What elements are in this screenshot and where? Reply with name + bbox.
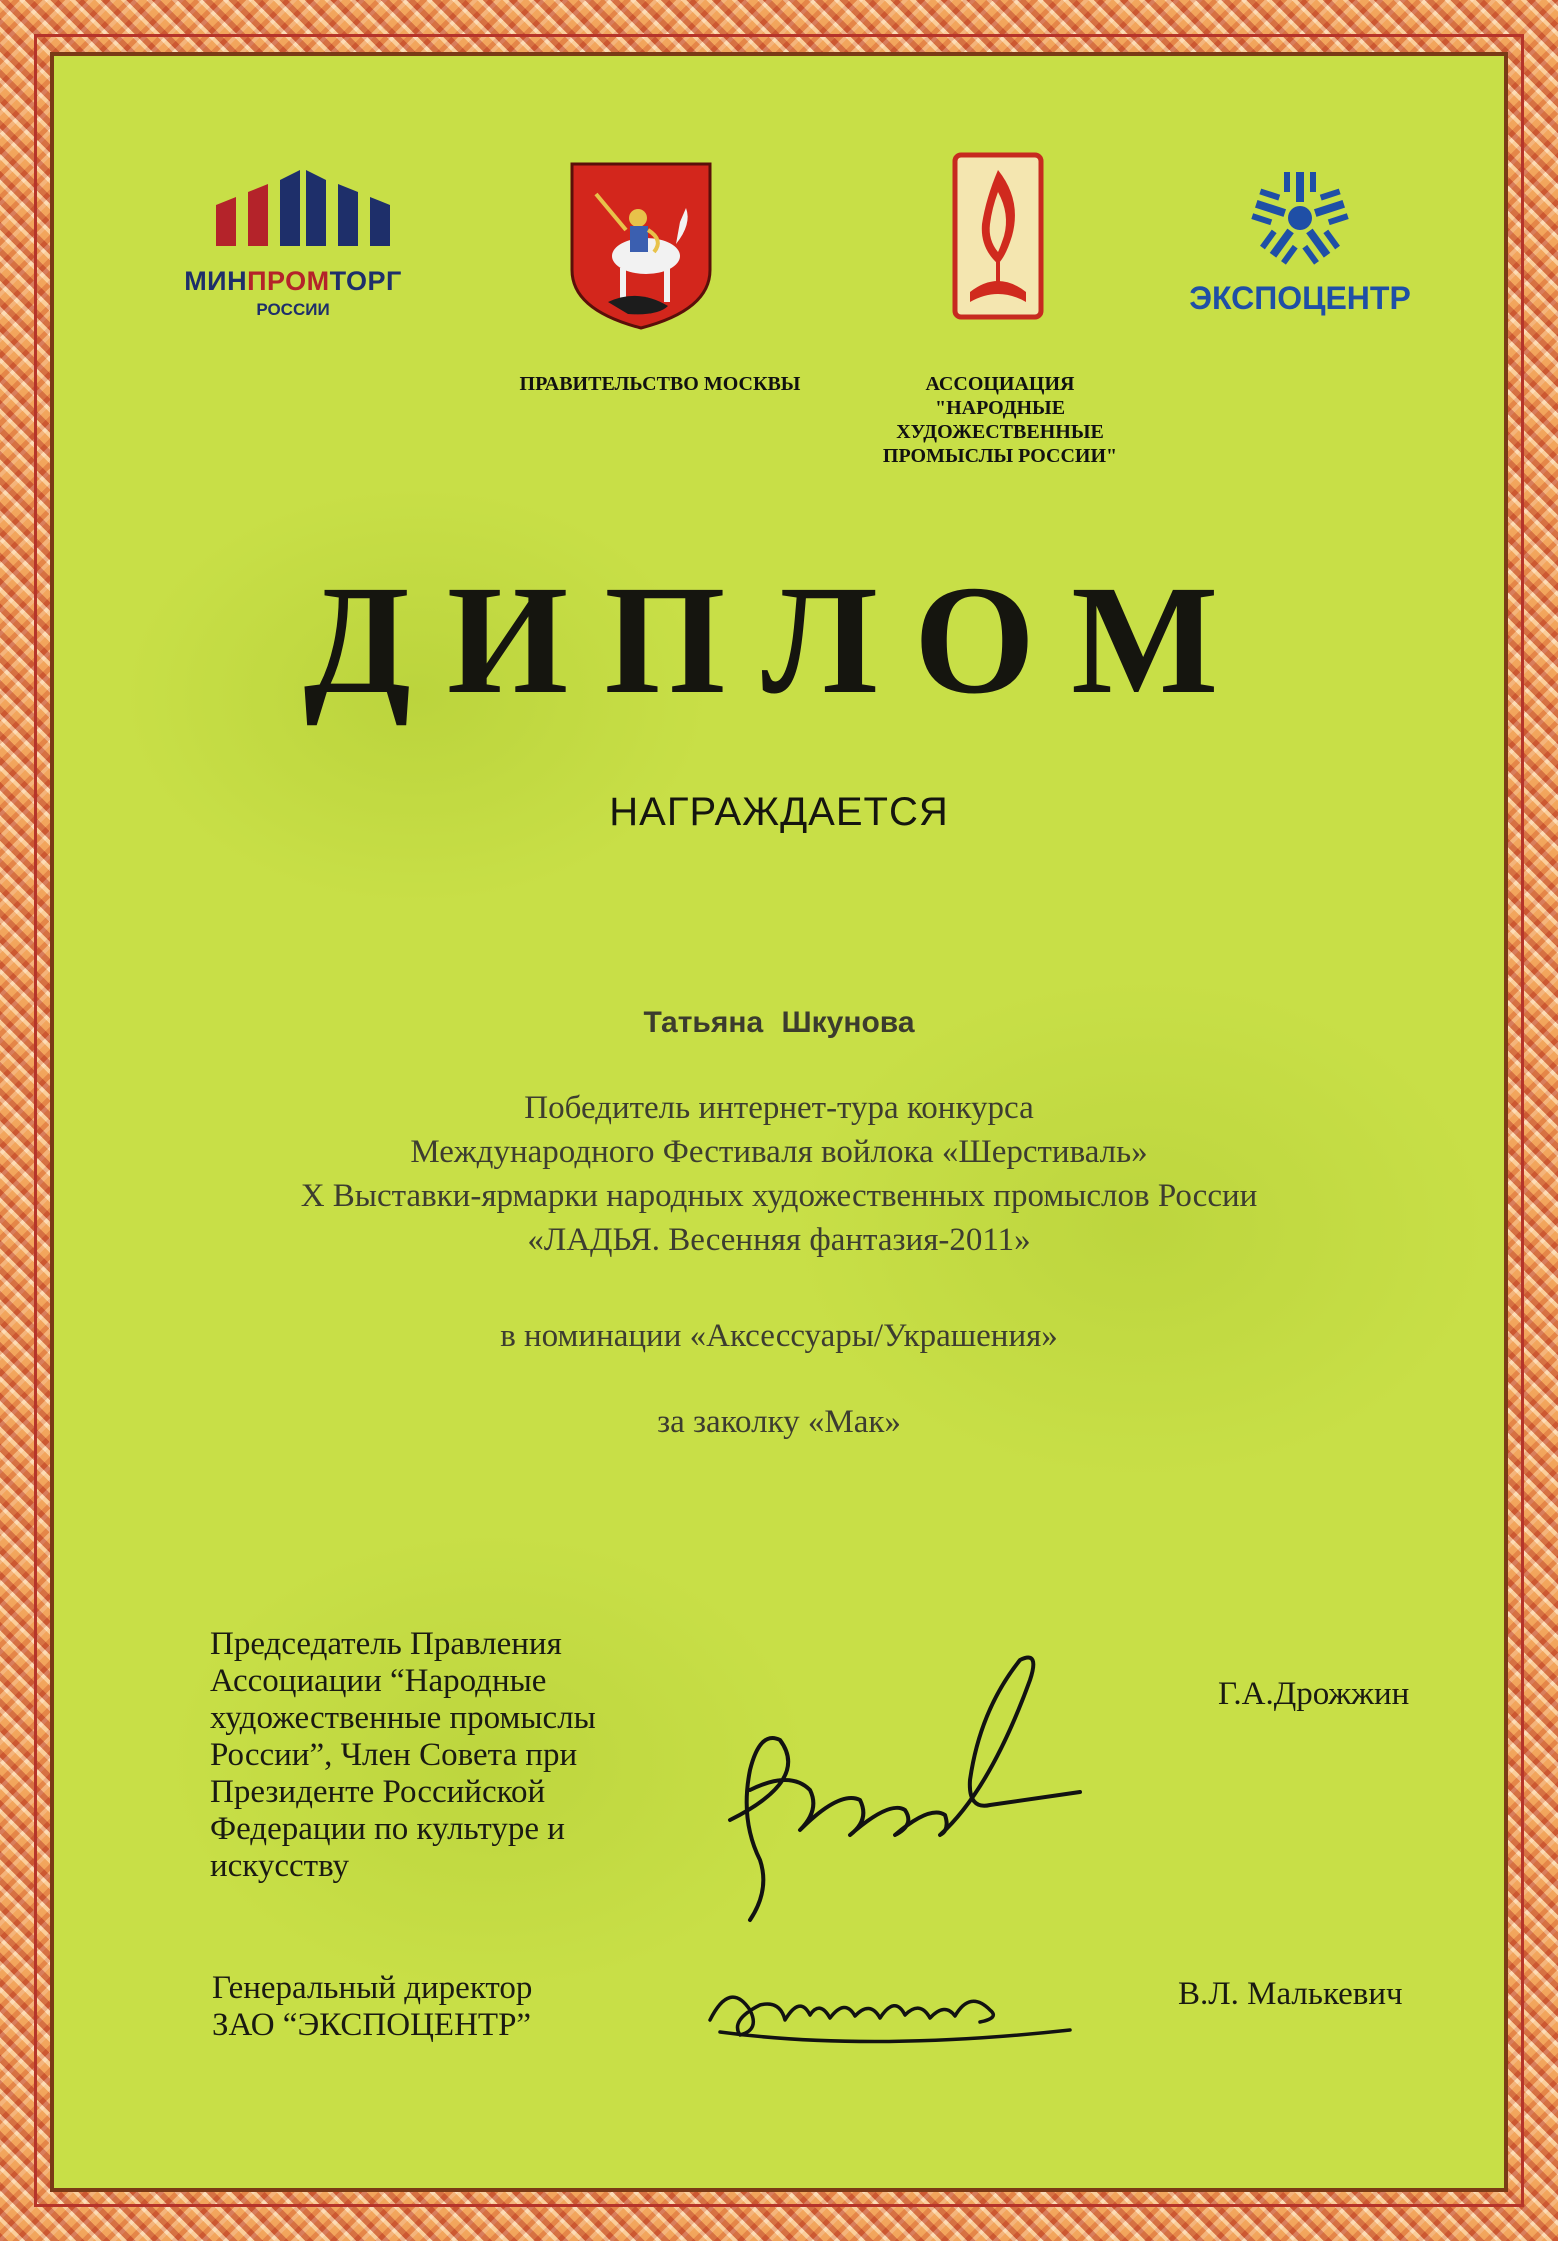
association-label: АССОЦИАЦИЯ "НАРОДНЫЕ ХУДОЖЕСТВЕННЫЕ ПРОМЫСЛЫ РОССИИ" <box>882 373 1118 467</box>
minpromtorg-name: МИНПРОМТОРГ <box>184 266 402 296</box>
description-line: «ЛАДЬЯ. Весенняя фантазия-2011» <box>527 1222 1031 1258</box>
minpromtorg-building-icon <box>148 160 438 260</box>
recipient-name: Татьяна Шкунова <box>643 1006 915 1039</box>
expocentre-name: ЭКСПОЦЕНТР <box>1189 280 1411 316</box>
moscow-coat-of-arms-icon <box>568 160 714 332</box>
flame-emblem-icon <box>952 152 1044 320</box>
awarded-label: НАГРАЖДАЕТСЯ <box>609 790 949 834</box>
signatory-title: Председатель Правления Ассоциации “Народные художественные промыслы России”, Член Совета при Президенте Российской Федерации по культуре и искусству <box>210 1626 596 1884</box>
snowflake-star-icon <box>1150 168 1450 268</box>
award-item-text: за заколку «Мак» <box>657 1404 901 1440</box>
signature-drozhzhin <box>690 1620 1110 1940</box>
expocentre-logo <box>1150 168 1450 318</box>
description-line: X Выставки-ярмарки народных художественных промыслов России <box>300 1178 1258 1214</box>
signature-malkevich <box>690 1960 1090 2060</box>
moscow-government-label: ПРАВИТЕЛЬСТВО МОСКВЫ <box>519 373 801 395</box>
nomination-text: в номинации «Аксессуары/Украшения» <box>500 1318 1058 1354</box>
diploma-title: ДИПЛОМ <box>303 553 1255 726</box>
signatory-title: Генеральный директор ЗАО “ЭКСПОЦЕНТР” <box>212 1970 533 2043</box>
description-line: Победитель интернет-тура конкурса <box>524 1090 1034 1126</box>
minpromtorg-subtitle: РОССИИ <box>256 300 330 319</box>
minpromtorg-logo <box>148 160 438 320</box>
description-line: Международного Фестиваля войлока «Шерстиваль» <box>410 1134 1148 1170</box>
signatory-name: Г.А.Дрожжин <box>1218 1676 1410 1712</box>
signatory-name: В.Л. Малькевич <box>1178 1976 1403 2012</box>
